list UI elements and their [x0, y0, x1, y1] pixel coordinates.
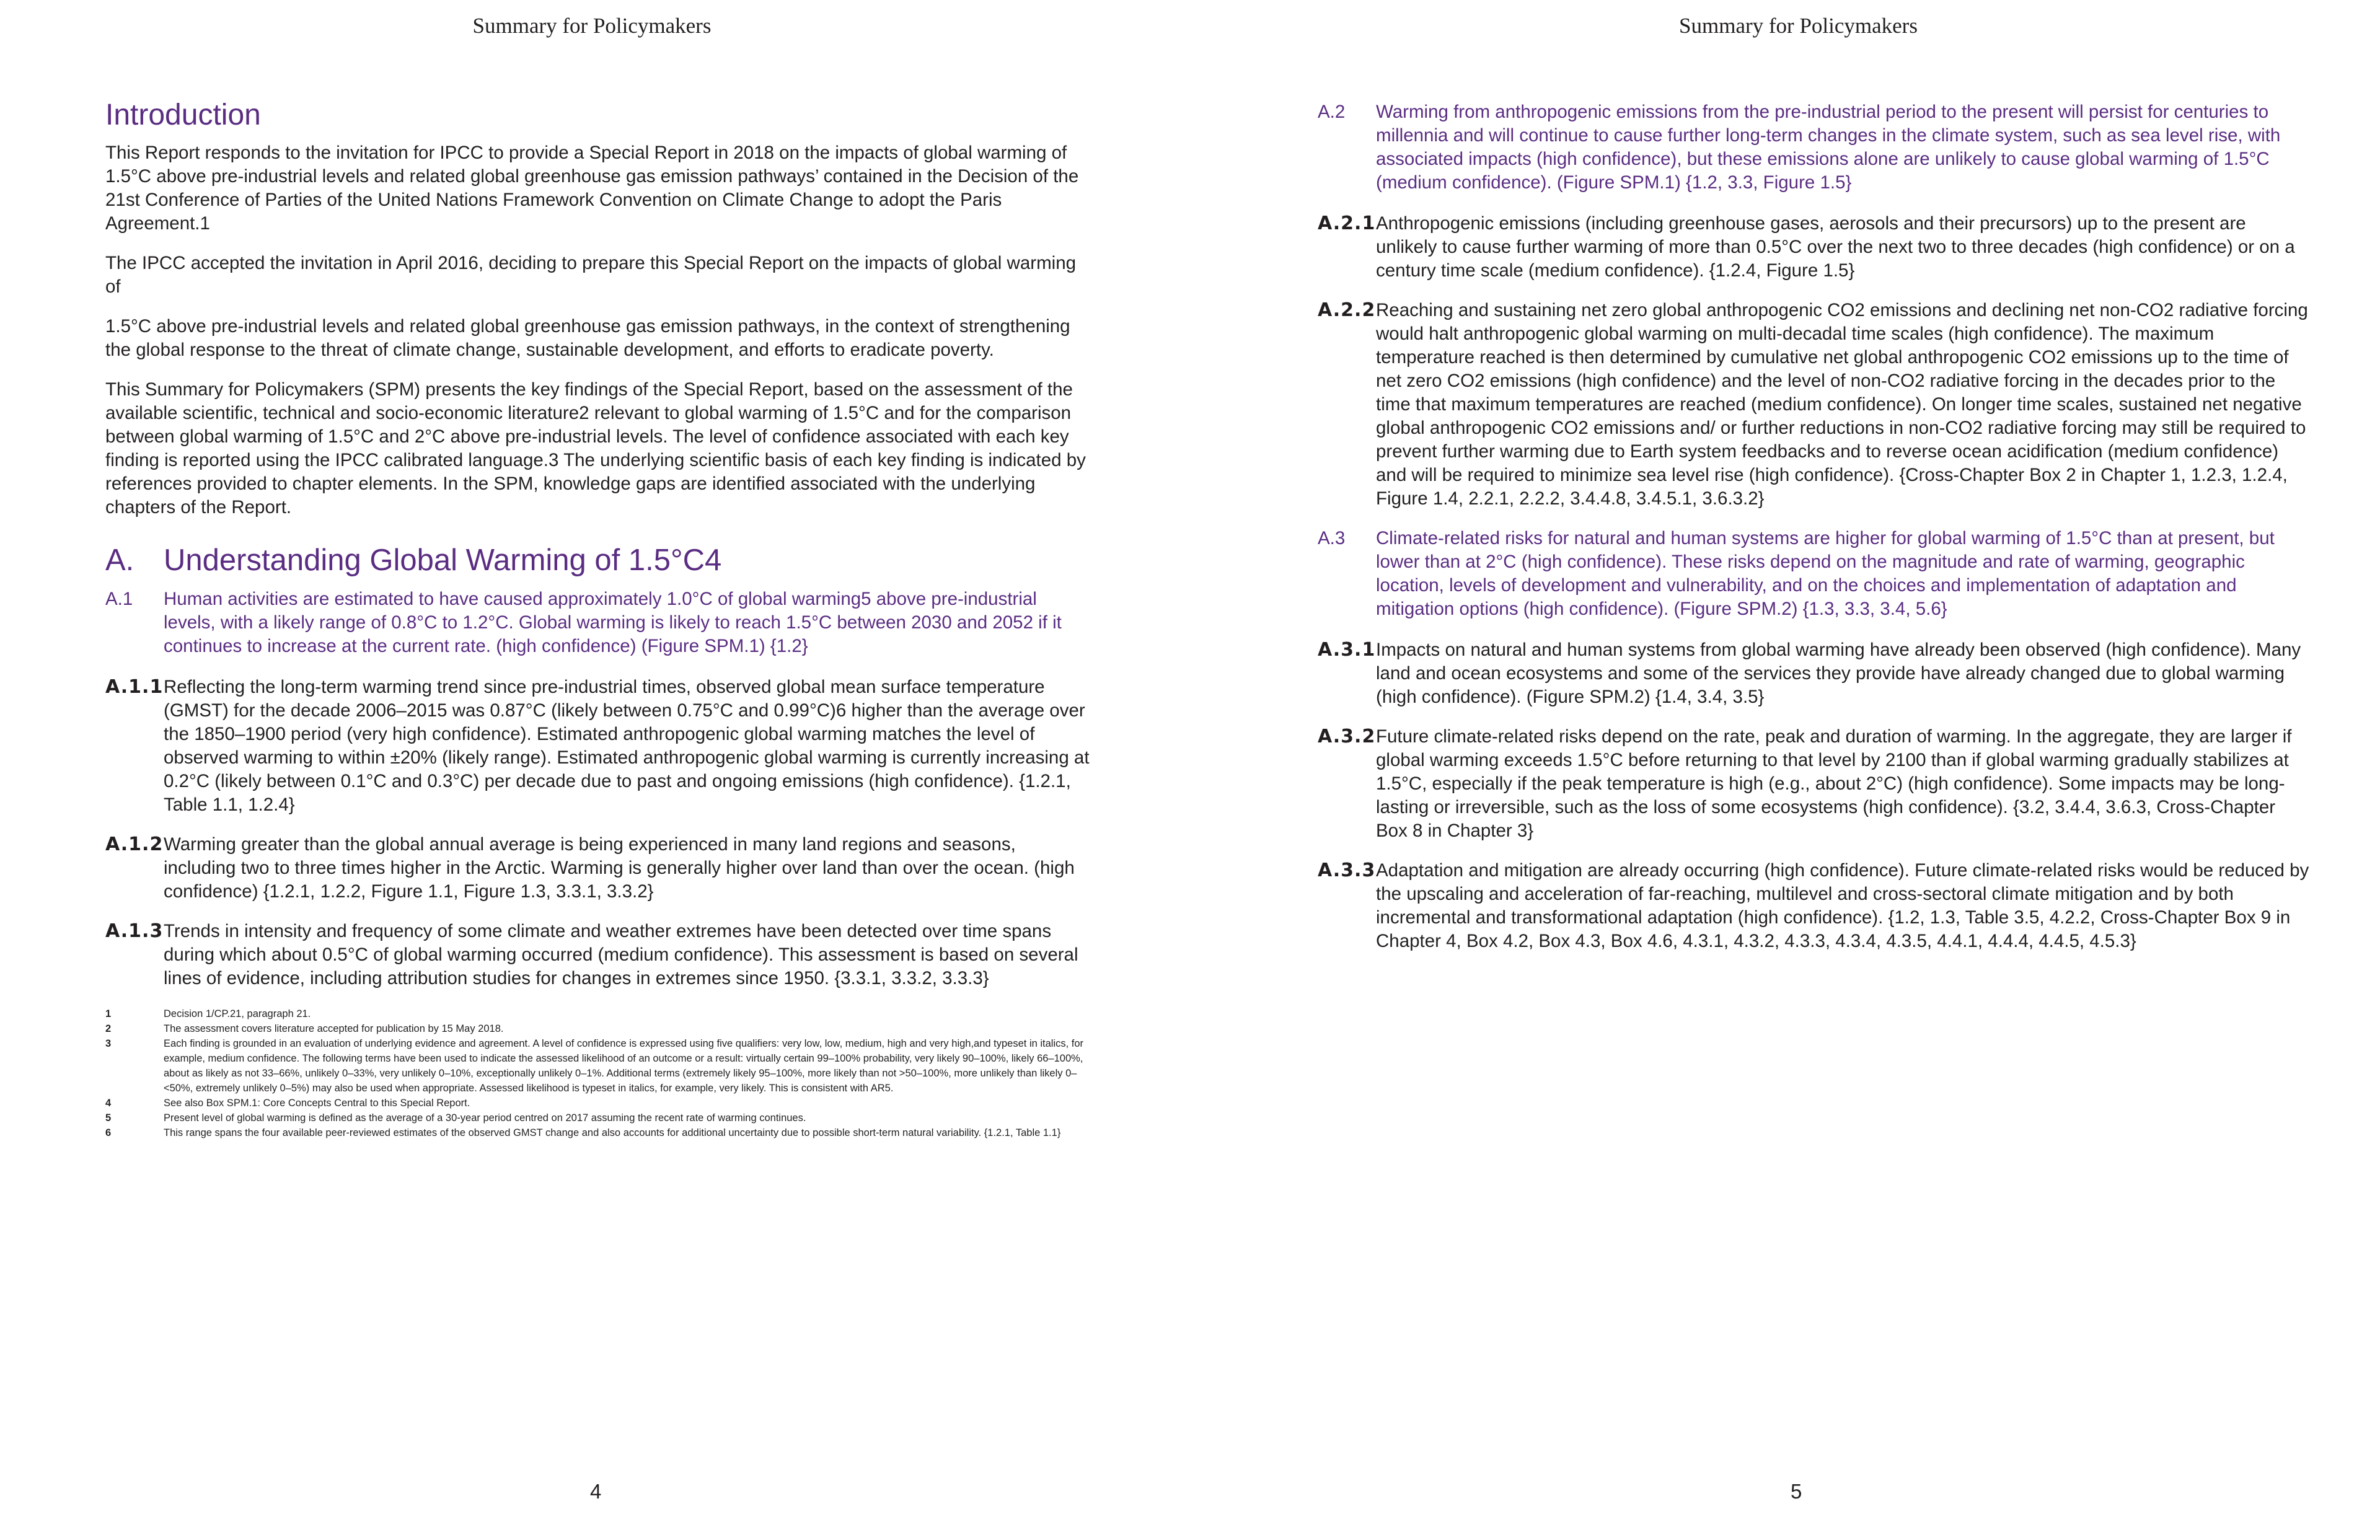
- footnote-number: 4: [105, 1098, 112, 1109]
- introduction-heading: Introduction: [105, 99, 261, 131]
- footnote-number: 2: [105, 1023, 112, 1034]
- footnote-text: Decision 1/CP.21, paragraph 21.: [164, 1008, 311, 1019]
- footnote-text: See also Box SPM.1: Core Concepts Central to this Special Report.: [164, 1098, 470, 1109]
- finding-number: A.3.2: [1318, 726, 1376, 747]
- footnote-text: The assessment covers literature accepted for publication by 15 May 2018.: [164, 1023, 504, 1034]
- statement-text: Warming from anthropogenic emissions from the pre-industrial period to the present will persist for centuries to millennia and will continue to cause further long-term changes in the climate system, such as sea level rise, with associated impacts (high confidence), but these emissions alone are unlikely to cause global warming of 1.5°C (medium confidence). (Figure SPM.1) {1.2, 3.3, Figure 1.5}: [1376, 102, 2281, 193]
- footnote: [105, 1125, 1091, 1140]
- finding-text: Anthropogenic emissions (including greenhouse gases, aerosols and their precursors) up to the present are unlikely to cause further warming of more than 0.5°C over the next two to three decades (high confidence) or on a century time scale (medium confidence). {1.2.4, Figure 1.5}: [1376, 213, 2295, 281]
- footnote-text: This range spans the four available peer-reviewed estimates of the observed GMST change and also accounts for additional uncertainty due to possible short-term natural variability. {1.2.1, Table 1.1}: [164, 1127, 1061, 1138]
- right-page-content: [1318, 100, 2309, 969]
- footnotes: [105, 1006, 1091, 1140]
- section-a-heading: [105, 542, 1091, 579]
- footnote-number: 6: [105, 1127, 112, 1138]
- right-page: [1190, 0, 2380, 1540]
- finding-a-3-1: [1318, 638, 2309, 709]
- section-title: Understanding Global Warming of 1.5°C4: [164, 543, 722, 577]
- intro-paragraph: This Summary for Policymakers (SPM) presents the key findings of the Special Report, based on the assessment of the available scientific, technical and socio-economic literature2 relevant to global warming of 1.5°C and for the comparison between global warming of 1.5°C and 2°C above pre-industrial levels. The level of confidence associated with each key finding is reported using the IPCC calibrated language.3 The underlying scientific basis of each key finding is indicated by references provided to chapter elements. In the SPM, knowledge gaps are identified associated with the underlying chapters of the Report.: [105, 379, 1086, 517]
- footnote: [105, 1006, 1091, 1021]
- finding-number: A.2.2: [1318, 299, 1376, 321]
- statement-a3: [1318, 527, 2309, 621]
- statement-text: Human activities are estimated to have caused approximately 1.0°C of global warming5 above pre-industrial levels, with a likely range of 0.8°C to 1.2°C. Global warming is likely to reach 1.5°C between 2030 and 2052 if it continues to increase at the current rate. (high confidence) (Figure SPM.1) {1.2}: [164, 589, 1062, 656]
- footnote-number: 5: [105, 1112, 112, 1124]
- finding-a-3-3: [1318, 859, 2309, 953]
- finding-a-2-2: [1318, 299, 2309, 511]
- finding-number: A.2.1: [1318, 213, 1376, 234]
- statement-number: A.2: [1318, 102, 1346, 122]
- finding-number: A.1.2: [105, 834, 164, 855]
- footnote-text: Present level of global warming is defined as the average of a 30-year period centred on 2017 assuming the recent rate of warming continues.: [164, 1112, 806, 1124]
- finding-text: Reaching and sustaining net zero global anthropogenic CO2 emissions and declining net non-CO2 radiative forcing would halt anthropogenic global warming on multi-decadal time scales (high confidence). The maximum temperature reached is then determined by cumulative net global anthropogenic CO2 emissions up to the time of net zero CO2 emissions (high confidence) and the level of non-CO2 radiative forcing in the decades prior to the time that maximum temperatures are reached (medium confidence). On longer time scales, sustained net negative global anthropogenic CO2 emissions and/ or further reductions in non-CO2 radiative forcing may still be required to prevent further warming due to Earth system feedbacks and to reverse ocean acidification (medium confidence) and will be required to minimize sea level rise (high confidence). {Cross-Chapter Box 2 in Chapter 1, 1.2.3, 1.2.4, Figure 1.4, 2.2.1, 2.2.2, 3.4.4.8, 3.4.5.1, 3.6.3.2}: [1376, 300, 2308, 509]
- statement-text: Climate-related risks for natural and human systems are higher for global warming of 1.5°C than at present, but lower than at 2°C (high confidence). These risks depend on the magnitude and rate of warming, geographic location, levels of development and vulnerability, and on the choices and implementation of adaptation and mitigation options (high confidence). (Figure SPM.2) {1.3, 3.3, 3.4, 5.6}: [1376, 528, 2275, 619]
- running-head-right: Summary for Policymakers: [1679, 14, 1918, 38]
- statement-a1: [105, 587, 1091, 658]
- finding-number: A.1.1: [105, 676, 164, 698]
- footnote: [105, 1096, 1091, 1111]
- finding-number: A.1.3: [105, 920, 164, 942]
- finding-a-3-2: [1318, 725, 2309, 843]
- footnote: [105, 1111, 1091, 1125]
- left-page-content: [105, 98, 1091, 1140]
- statement-number: A.1: [105, 589, 133, 609]
- finding-text: Future climate-related risks depend on the rate, peak and duration of warming. In the aggregate, they are larger if global warming exceeds 1.5°C before returning to that level by 2100 than if global warming gradually stabilizes at 1.5°C, especially if the peak temperature is high (e.g., about 2°C) (high confidence). Some impacts may be long-lasting or irreversible, such as the loss of some ecosystems (high confidence). {3.2, 3.4.4, 3.6.3, Cross-Chapter Box 8 in Chapter 3}: [1376, 726, 2292, 841]
- section-letter: A.: [105, 543, 134, 577]
- footnote: [105, 1036, 1091, 1096]
- footnote-text: Each finding is grounded in an evaluation of underlying evidence and agreement. A level of confidence is expressed using five qualifiers: very low, low, medium, high and very high,and typeset in italics, for example, medium confidence. The following terms have been used to indicate the assessed likelihood of an outcome or a result: virtually certain 99–100% probability, very likely 90–100%, likely 66–100%, about as likely as not 33–66%, unlikely 0–33%, very unlikely 0–10%, exceptionally unlikely 0–1%. Additional terms (extremely likely 95–100%, more likely than not >50–100%, more unlikely than likely 0–<50%, extremely unlikely 0–5%) may also be used when appropriate. Assessed likelihood is typeset in italics, for example, very likely. This is consistent with AR5.: [164, 1038, 1084, 1094]
- intro-paragraph: 1.5°C above pre-industrial levels and related global greenhouse gas emission pathways, in the context of strengthening the global response to the threat of climate change, sustainable development, and efforts to eradicate poverty.: [105, 316, 1070, 360]
- finding-text: Adaptation and mitigation are already occurring (high confidence). Future climate-related risks would be reduced by the upscaling and acceleration of far-reaching, multilevel and cross-sectoral climate mitigation and by both incremental and transformational adaptation (high confidence). {1.2, 1.3, Table 3.5, 4.2.2, Cross-Chapter Box 9 in Chapter 4, Box 4.2, Box 4.3, Box 4.6, 4.3.1, 4.3.2, 4.3.3, 4.3.4, 4.3.5, 4.4.1, 4.4.4, 4.4.5, 4.5.3}: [1376, 860, 2309, 951]
- introduction-body: [105, 141, 1091, 519]
- statement-number: A.3: [1318, 528, 1346, 548]
- finding-text: Trends in intensity and frequency of some climate and weather extremes have been detected over time spans during which about 0.5°C of global warming occurred (medium confidence). This assessment is based on several lines of evidence, including attribution studies for changes in extremes since 1950. {3.3.1, 3.3.2, 3.3.3}: [164, 921, 1078, 988]
- intro-paragraph: The IPCC accepted the invitation in April 2016, deciding to prepare this Special Report on the impacts of global warming of: [105, 253, 1077, 297]
- finding-a-1-1: [105, 675, 1091, 817]
- finding-a-2-1: [1318, 212, 2309, 283]
- finding-text: Impacts on natural and human systems from global warming have already been observed (high confidence). Many land and ocean ecosystems and some of the services they provide have already changed due to global warming (high confidence). (Figure SPM.2) {1.4, 3.4, 3.5}: [1376, 640, 2301, 707]
- running-head-left: Summary for Policymakers: [472, 14, 712, 38]
- page-number-left: 4: [590, 1480, 602, 1503]
- finding-number: A.3.3: [1318, 860, 1376, 881]
- page-number-right: 5: [1791, 1480, 1802, 1503]
- finding-text: Warming greater than the global annual average is being experienced in many land regions and seasons, including two to three times higher in the Arctic. Warming is generally higher over land than over the ocean. (high confidence) {1.2.1, 1.2.2, Figure 1.1, Figure 1.3, 3.3.1, 3.3.2}: [164, 834, 1075, 902]
- footnote: [105, 1021, 1091, 1036]
- statement-a2: [1318, 100, 2309, 195]
- finding-number: A.3.1: [1318, 639, 1376, 661]
- intro-paragraph: This Report responds to the invitation for IPCC to provide a Special Report in 2018 on the impacts of global warming of 1.5°C above pre-industrial levels and related global greenhouse gas emission pathways’ contained in the Decision of the 21st Conference of Parties of the United Nations Framework Convention on Climate Change to adopt the Paris Agreement.1: [105, 143, 1079, 234]
- footnote-number: 1: [105, 1008, 112, 1019]
- footnote-number: 3: [105, 1038, 112, 1049]
- finding-a-1-2: [105, 833, 1091, 904]
- finding-a-1-3: [105, 920, 1091, 990]
- finding-text: Reflecting the long-term warming trend since pre-industrial times, observed global mean surface temperature (GMST) for the decade 2006–2015 was 0.87°C (likely between 0.75°C and 0.99°C)6 higher than the average over the 1850–1900 period (very high confidence). Estimated anthropogenic global warming matches the level of observed warming to within ±20% (likely range). Estimated anthropogenic global warming is currently increasing at 0.2°C (likely between 0.1°C and 0.3°C) per decade due to past and ongoing emissions (high confidence). {1.2.1, Table 1.1, 1.2.4}: [164, 677, 1090, 815]
